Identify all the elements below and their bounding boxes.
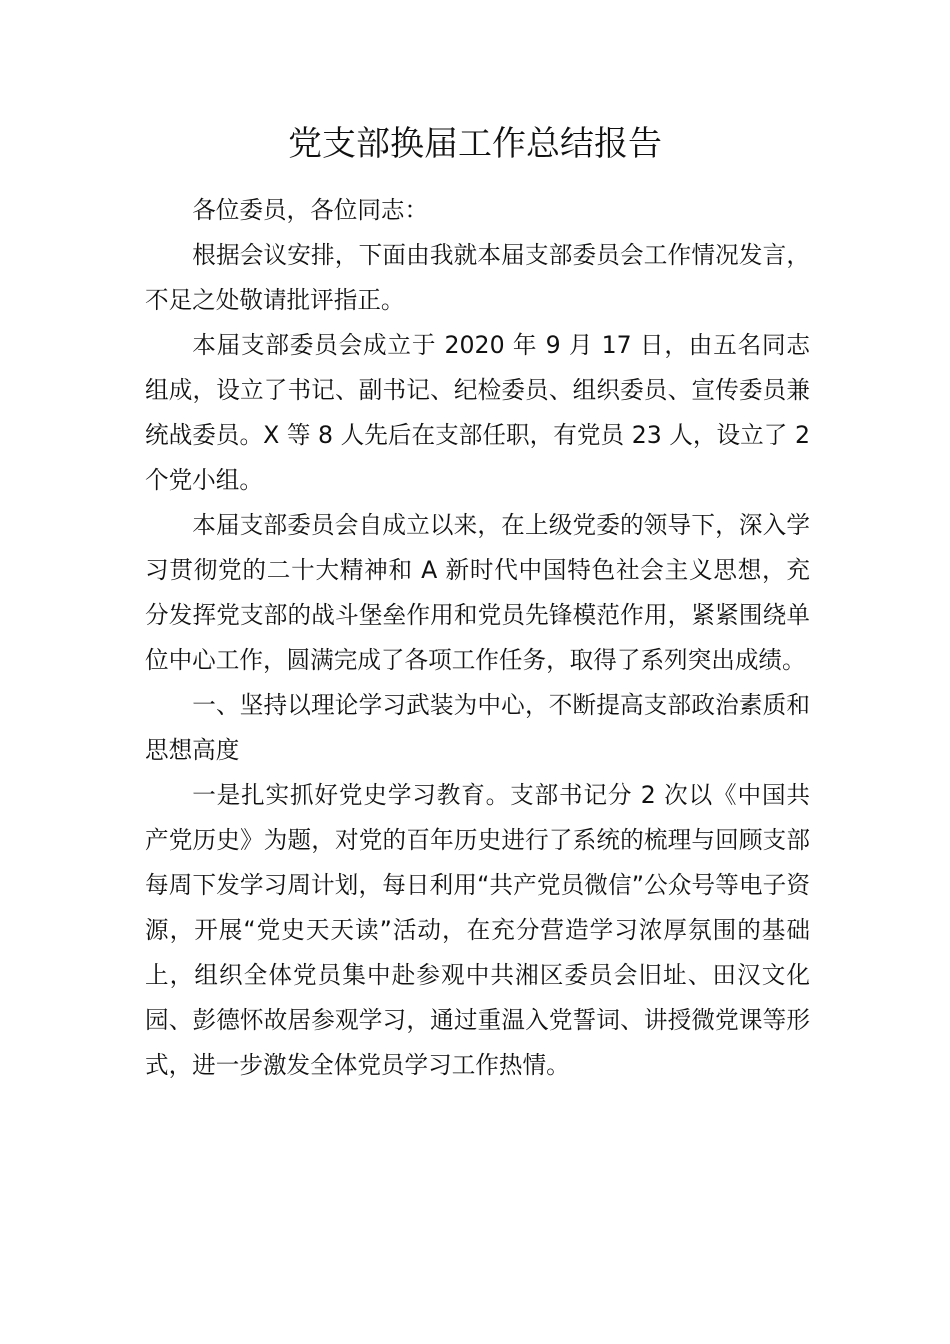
achievements-paragraph: 本届支部委员会自成立以来，在上级党委的领导下，深入学习贯彻党的二十大精神和 A 新时代中国特色社会主义思想，充分发挥党支部的战斗堡垒作用和党员先锋模范作用，紧紧围绕单位中心工作，圆满完成了各项工作任务，取得了系列突出成绩。 bbox=[145, 511, 810, 674]
party-history-paragraph: 一是扎实抓好党史学习教育。支部书记分 2 次以《中国共产党历史》为题，对党的百年历史进行了系统的梳理与回顾支部每周下发学习周计划，每日利用“共产党员微信”公众号等电子资源，开展“党史天天读”活动，在充分营造学习浓厚氛围的基础上，组织全体党员集中赴参观中共湘区委员会旧址、田汉文化园、彭德怀故居参观学习，通过重温入党誓词、讲授微党课等形式，进一步激发全体党员学习工作热情。 bbox=[145, 781, 810, 1079]
salutation-paragraph: 各位委员，各位同志： bbox=[192, 196, 429, 224]
committee-info-paragraph: 本届支部委员会成立于 2020 年 9 月 17 日，由五名同志组成，设立了书记、副书记、纪检委员、组织委员、宣传委员兼统战委员。X 等 8 人先后在支部任职，有党员 23 人，设立了 2 个党小组。 bbox=[145, 331, 810, 494]
document-title: 党支部换届工作总结报告 bbox=[288, 124, 662, 164]
section-heading-paragraph: 一、坚持以理论学习武装为中心，不断提高支部政治素质和思想高度 bbox=[145, 691, 810, 764]
document-body bbox=[145, 188, 810, 1088]
intro-paragraph: 根据会议安排，下面由我就本届支部委员会工作情况发言，不足之处敬请批评指正。 bbox=[145, 241, 810, 314]
